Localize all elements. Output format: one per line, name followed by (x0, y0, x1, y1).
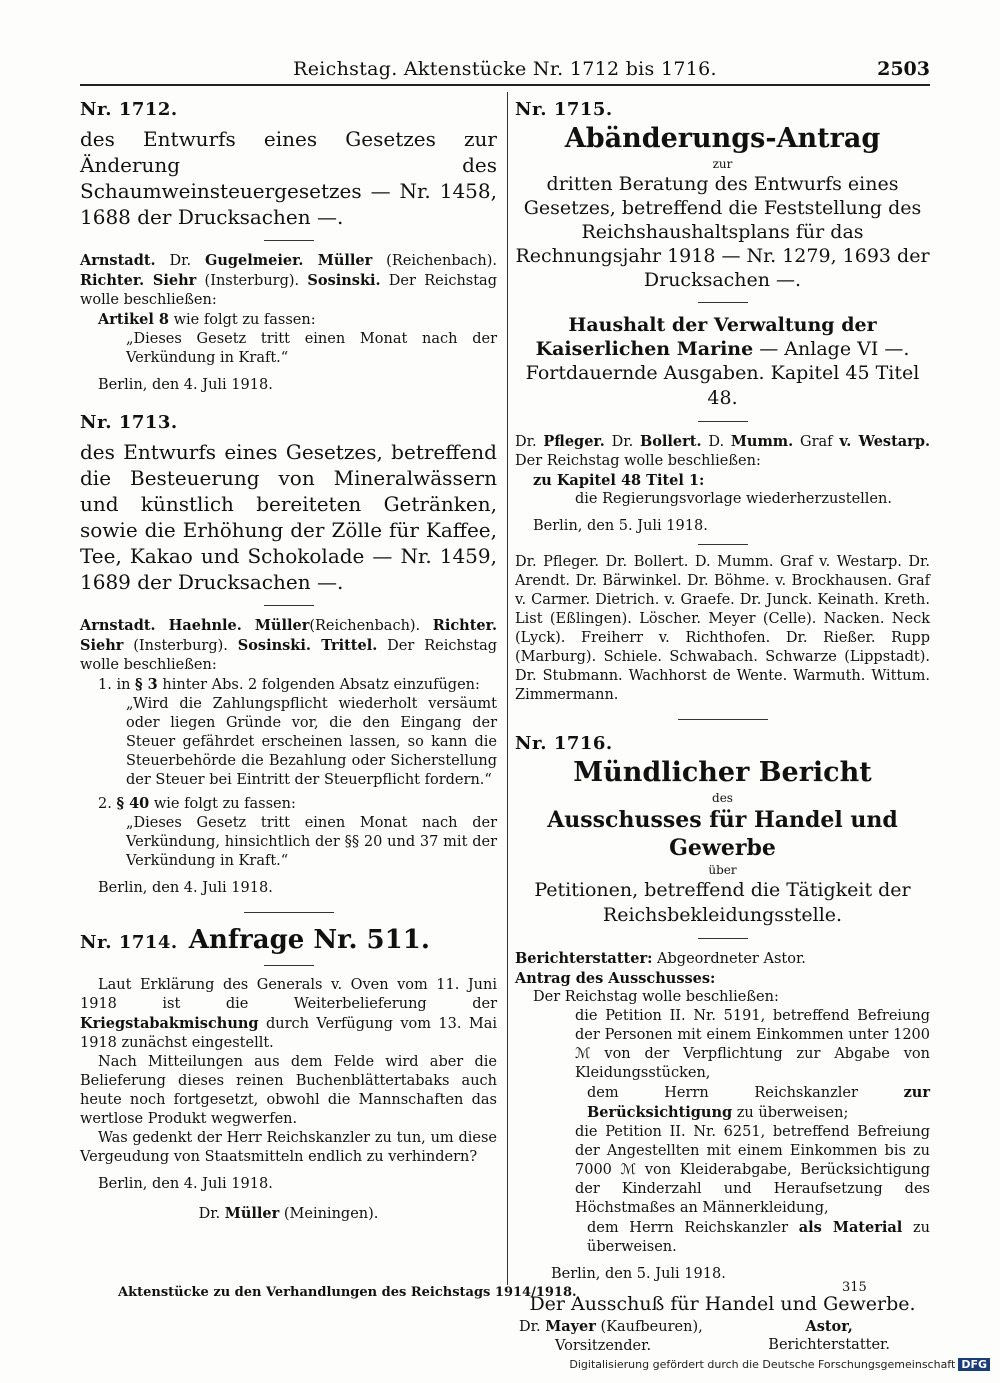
doc-subject: des Entwurfs eines Gesetzes, betreffend die Besteuerung von Mineralwässern und künstlich bereiteten Getränken, sowie die Erhöhung der Zölle für Kaffee, Tee, Kakao und Schokolade — Nr. 1459, 1689 der Drucksachen —. (80, 440, 497, 594)
committee-signature: Der Ausschuß für Handel und Gewerbe. (529, 1293, 916, 1315)
dfg-credit: Digitalisierung gefördert durch die Deutsche Forschungsgemeinschaft DFG (569, 1358, 990, 1371)
left-column (80, 98, 497, 1224)
doc-number: Nr. 1716. (515, 733, 613, 754)
paragraph: Was gedenkt der Herr Reichskanzler zu tun, um diese Vergeudung von Staatsmitteln endlich zu verhindern? (80, 1130, 497, 1165)
signers: Arnstadt. Haehnle. Müller(Reichenbach). Richter. Siehr (Insterburg). Sosinski. Trittel. Der Reichstag wolle beschließen: (80, 617, 497, 673)
petition-2-decision: dem Herrn Reichskanzler als Material zu überweisen. (587, 1219, 930, 1255)
divider (698, 302, 748, 303)
petitionen-subject: Petitionen, betreffend die Tätigkeit der Reichsbekleidungsstelle. (534, 879, 911, 926)
divider (264, 605, 314, 606)
quote: „Dieses Gesetz tritt einen Monat nach der Verkündung in Kraft.“ (126, 331, 497, 366)
doc-number: Nr. 1713. (80, 412, 178, 433)
document-1714 (80, 925, 497, 1224)
doc-number: Nr. 1712. (80, 99, 178, 120)
regierungsvorlage: die Regierungsvorlage wiederherzustellen. (575, 491, 892, 507)
dateline: Berlin, den 5. Juli 1918. (533, 518, 708, 534)
divider (698, 421, 748, 422)
ausschuss-heading: Ausschusses für Handel und Gewerbe (547, 807, 898, 861)
doc-title: Mündlicher Bericht (573, 757, 872, 788)
document-1713 (80, 411, 497, 898)
divider (678, 719, 768, 720)
page-number: 2503 (877, 58, 930, 80)
petition-1: die Petition II. Nr. 5191, betreffend Befreiung der Personen mit einem Einkommen unter 1200 ℳ von der Verpflichtung zur Abgabe von Kleidungsstücken, (575, 1008, 930, 1081)
doc-title: Abänderungs-Antrag (564, 123, 881, 154)
haushalt-heading: Haushalt der Verwaltung der Kaiserlichen Marine — Anlage VI —. (535, 314, 910, 360)
document-1716 (515, 732, 930, 1356)
beschliessen: Der Reichstag wolle beschließen: (533, 989, 779, 1005)
doc-subject: des Entwurfs eines Gesetzes zur Änderung des Schaumweinsteuergesetzes — Nr. 1458, 1688 der Drucksachen —. (80, 127, 497, 229)
right-column (515, 98, 930, 1356)
signers: Dr. Pfleger. Dr. Bollert. D. Mumm. Graf v. Westarp. Der Reichstag wolle beschließen: (515, 433, 931, 469)
doc-number: Nr. 1715. (515, 99, 613, 120)
item-2: 2. § 40 wie folgt zu fassen: (98, 795, 296, 812)
petition-1-decision: dem Herrn Reichskanzler zur Berücksichtigung zu überweisen; (587, 1084, 930, 1121)
dfg-logo: DFG (958, 1358, 990, 1371)
signatures (515, 1317, 930, 1356)
dateline: Berlin, den 4. Juli 1918. (98, 880, 273, 896)
anfrage-heading (80, 925, 497, 955)
berichterstatter: Berichterstatter: Abgeordneter Astor. (515, 950, 806, 967)
dateline: Berlin, den 4. Juli 1918. (98, 377, 273, 393)
item-1: 1. in § 3 hinter Abs. 2 folgenden Absatz einzufügen: (98, 676, 480, 693)
footer-series-title: Aktenstücke zu den Verhandlungen des Reichstags 1914/1918. (118, 1285, 577, 1300)
header-title: Reichstag. Aktenstücke Nr. 1712 bis 1716. (293, 58, 717, 80)
paragraph: Laut Erklärung des Generals v. Oven vom 11. Juni 1918 ist die Weiterbelieferung der Kriegstabakmischung durch Verfügung vom 13. Mai 1918 zunächst eingestellt. (80, 977, 497, 1051)
ueber-label: über (708, 863, 737, 877)
document-1715 (515, 98, 930, 705)
dateline: Berlin, den 4. Juli 1918. (98, 1176, 273, 1192)
doc-number: Nr. 1714. (80, 932, 178, 953)
column-divider (507, 92, 508, 1285)
item-2-quote: „Dieses Gesetz tritt einen Monat nach der Verkündung, hinsichtlich der §§ 20 und 37 mit der Verkündung in Kraft.“ (126, 815, 497, 869)
divider (264, 965, 314, 966)
des-label: des (712, 791, 733, 805)
zur-label: zur (712, 157, 733, 171)
dateline: Berlin, den 5. Juli 1918. (551, 1266, 726, 1282)
paragraph: Nach Mitteilungen aus dem Felde wird aber die Belieferung dieses reinen Buchenblättertabaks auch heute noch fortgesetzt, obwohl die Mannschaften das wertlose Produkt wegwerfen. (80, 1054, 497, 1127)
artikel-line: Artikel 8 wie folgt zu fassen: (98, 311, 316, 328)
footer-sheet-number: 315 (842, 1280, 867, 1295)
doc-title: Anfrage Nr. 511. (188, 925, 430, 955)
signers: Arnstadt. Dr. Gugelmeier. Müller (Reichenbach). Richter. Siehr (Insterburg). Sosinski. Der Reichstag wolle beschließen: (80, 252, 497, 308)
signature: Dr. Müller (Meiningen). (198, 1205, 379, 1222)
divider (244, 912, 334, 913)
antrag-heading: Antrag des Ausschusses: (515, 970, 716, 987)
item-1-quote: „Wird die Zahlungspflicht wiederholt versäumt oder liegen Gründe vor, die den Eingang der Steuer gefährdet erscheinen lassen, so kann die Steuerbehörde die Bezahlung oder Sicherstellung der Steuer bei Eintritt der Steuerpflicht fordern.“ (126, 696, 497, 788)
signature-chair: Dr. Mayer (Kaufbeuren), Vorsitzender. (519, 1318, 703, 1354)
divider (698, 544, 748, 545)
cosigners: Dr. Pfleger. Dr. Bollert. D. Mumm. Graf v. Westarp. Dr. Arendt. Dr. Bärwinkel. Dr. Böhme. v. Brockhausen. Graf v. Carmer. Dietrich. v. Graefe. Dr. Junck. Keinath. Kreth. List (Eßlingen). Löscher. Meyer (Celle). Nacken. Neck (Lyck). Freiherr v. Richthofen. Dr. Rießer. Rupp (Marburg). Schiele. Schwabach. Schwarze (Lippstadt). Dr. Stubmann. Wachhorst de Wente. Warmuth. Wittum. Zimmermann. (515, 554, 930, 703)
divider (698, 938, 748, 939)
page-header (80, 58, 930, 86)
kapitel-line: zu Kapitel 48 Titel 1: (533, 472, 705, 489)
fortdauernde-ausgaben: Fortdauernde Ausgaben. Kapitel 45 Titel 48. (525, 362, 920, 409)
document-1712 (80, 98, 497, 395)
divider (264, 240, 314, 241)
petition-2: die Petition II. Nr. 6251, betreffend Befreiung der Angestellten mit einem Einkommen bis zu 7000 ℳ von Kleiderabgabe, Berücksichtigung der Kinderzahl und Heraufsetzung des Höchstmaßes an Männerkleidung, (575, 1124, 930, 1216)
signature-rapporteur: Astor, Berichterstatter. (768, 1318, 890, 1353)
doc-subject: dritten Beratung des Entwurfs eines Gesetzes, betreffend die Feststellung des Reichshaushaltsplans für das Rechnungsjahr 1918 — Nr. 1279, 1693 der Drucksachen —. (515, 173, 930, 291)
